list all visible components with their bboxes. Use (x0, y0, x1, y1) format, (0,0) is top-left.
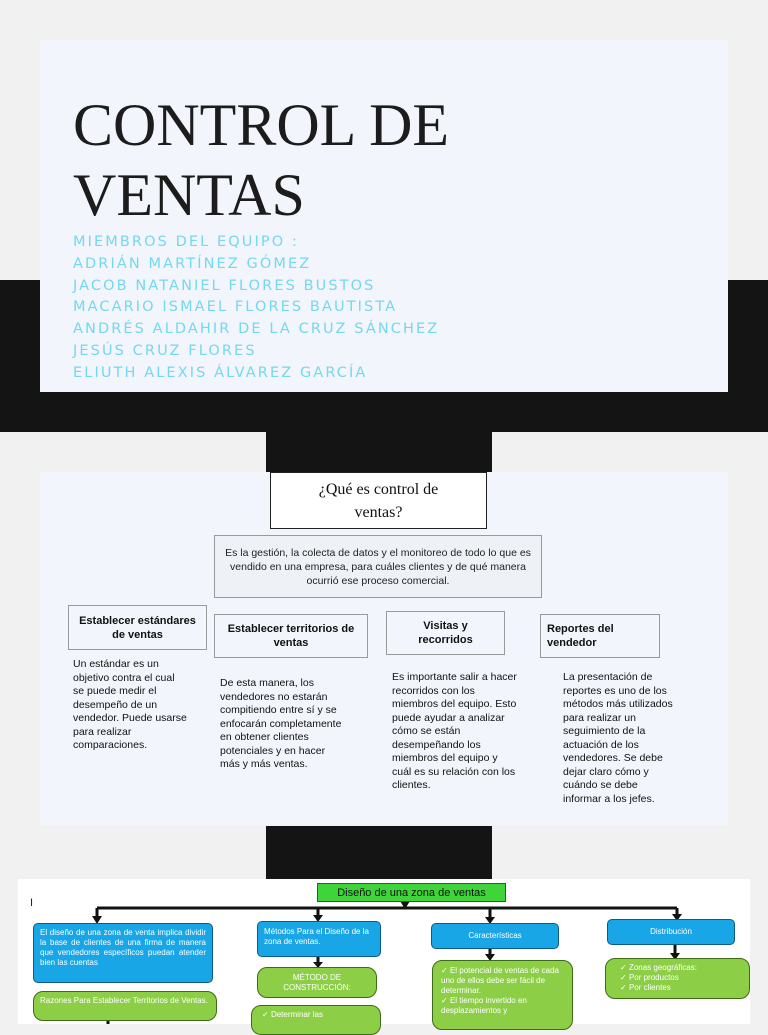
heading-territorios: Establecer territorios de ventas (214, 614, 368, 658)
org-distribucion-list (605, 958, 750, 999)
distribucion-item: ✓ Zonas geográficas: (620, 963, 735, 973)
question-box: ¿Qué es control de ventas? (270, 472, 487, 529)
caracteristica-item: ✓ El tiempo invertido en desplazamientos y (441, 996, 564, 1016)
definition-box: Es la gestión, la colecta de datos y el monitoreo de todo lo que es vendido en una empresa, para cuáles clientes y de qué manera ocurrió ese proceso comercial. (214, 535, 542, 598)
org-metodo-construccion-box: MÉTODO DE CONSTRUCCIÓN: (257, 967, 377, 998)
org-distribucion-box: Distribución (607, 919, 735, 945)
title-line-1: CONTROL DE (73, 92, 450, 158)
member-name: JACOB NATANIEL FLORES BUSTOS (73, 277, 376, 294)
heading-estandares: Establecer estándares de ventas (68, 605, 207, 650)
caracteristica-item: ✓ El potencial de ventas de cada uno de ellos debe ser fácil de determinar. (441, 966, 564, 996)
text-territorios: De esta manera, los vendedores no estarán compitiendo entre sí y se enfocarán completamente en obtener clientes potenciales y en hacer más y más ventas. (220, 677, 342, 770)
text-visitas: Es importante salir a hacer recorridos con los miembros del equipo. Esto puede ayudar a analizar cómo se están desempeñando los miembros del equipo y cuál es su relación con los clientes. (392, 671, 517, 791)
org-root-box: Diseño de una zona de ventas (317, 883, 506, 902)
org-caracteristicas-box: Características (431, 923, 559, 949)
member-name: JESÚS CRUZ FLORES (73, 342, 257, 359)
org-metodos-box: Métodos Para el Diseño de la zona de ventas. (257, 921, 381, 957)
distribucion-item: ✓ Por clientes (620, 983, 735, 993)
org-razones-box: Razones Para Establecer Territorios de Ventas. (33, 991, 217, 1021)
member-name: MACARIO ISMAEL FLORES BAUTISTA (73, 299, 398, 316)
members-heading: MIEMBROS DEL EQUIPO : (73, 234, 299, 250)
distribucion-item: ✓ Por productos (620, 973, 735, 983)
org-caracteristicas-list (432, 960, 573, 1030)
member-name: ADRIÁN MARTÍNEZ GÓMEZ (73, 255, 312, 272)
text-estandares: Un estándar es un objetivo contra el cual se puede medir el desempeño de un vendedor. Puede usarse para realizar comparaciones. (73, 658, 187, 751)
metodo-item: ✓ Determinar las (262, 1010, 370, 1020)
text-cursor-mark: I (30, 897, 34, 909)
title-line-2: VENTAS (73, 162, 305, 228)
member-name: ELIUTH ALEXIS ÁLVAREZ GARCÍA (73, 364, 368, 381)
heading-visitas: Visitas y recorridos (386, 611, 505, 655)
org-intro-box: El diseño de una zona de venta implica dividir la base de clientes de una firma de manera que vendedores específicos puedan atender bien las cuentas (33, 923, 213, 983)
member-name: ANDRÉS ALDAHIR DE LA CRUZ SÁNCHEZ (73, 321, 440, 338)
heading-reportes: Reportes del vendedor (540, 614, 660, 658)
org-metodo-item-box (251, 1005, 381, 1035)
text-reportes: La presentación de reportes es uno de los métodos más utilizados para realizar un seguimiento de la actuación de los vendedores. Se debe dejar claro cómo y cuándo se debe informar a los jefes. (563, 671, 673, 805)
